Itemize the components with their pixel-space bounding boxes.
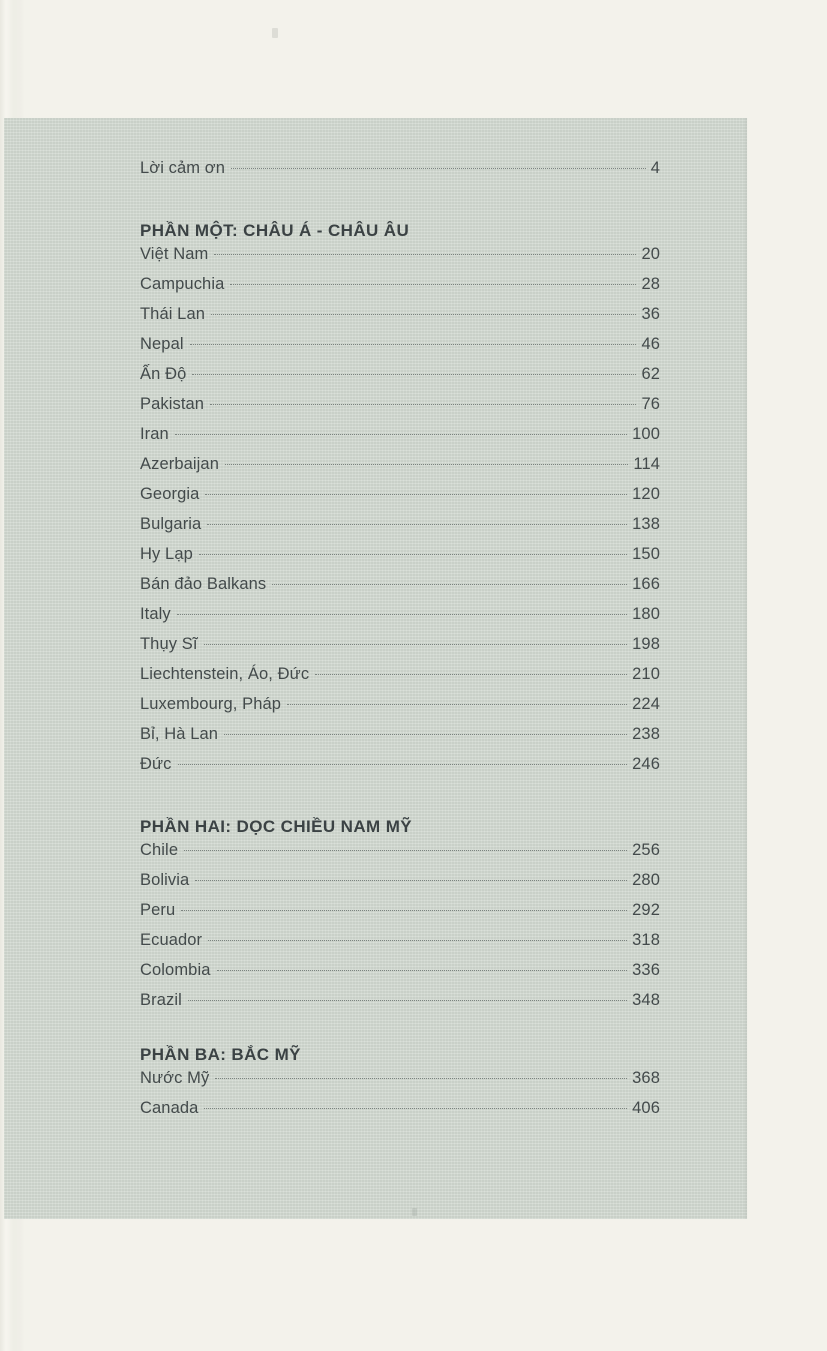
toc-entry[interactable] [140, 426, 660, 456]
toc-entry[interactable] [140, 636, 660, 666]
toc-entry[interactable] [140, 1100, 660, 1130]
toc-leader-dots [272, 584, 627, 585]
toc-leader-dots [204, 1108, 627, 1109]
toc-section-heading: PHẦN MỘT: CHÂU Á - CHÂU ÂU [140, 221, 410, 240]
toc-entry-label: Thụy Sĩ [140, 635, 198, 653]
toc-entry-label: Azerbaijan [140, 455, 219, 473]
toc-leader-dots [199, 554, 627, 555]
toc-leader-dots [207, 524, 627, 525]
scan-artifact-top [272, 28, 278, 38]
spacer [140, 190, 660, 216]
toc-entry[interactable] [140, 962, 660, 992]
toc-entry-page: 28 [641, 275, 660, 293]
toc-entry-page: 280 [632, 871, 660, 889]
toc-entry-label: Iran [140, 425, 169, 443]
toc-entry[interactable] [140, 160, 660, 190]
toc-entry-page: 256 [632, 841, 660, 859]
toc-leader-dots [215, 1078, 627, 1079]
toc-entry[interactable] [140, 842, 660, 872]
toc-leader-dots [177, 614, 627, 615]
toc-entry[interactable] [140, 516, 660, 546]
toc-leader-dots [214, 254, 636, 255]
toc-section-heading: PHẦN HAI: DỌC CHIỀU NAM MỸ [140, 817, 413, 836]
toc-entry-page: 36 [641, 305, 660, 323]
toc-entry-page: 210 [632, 665, 660, 683]
toc-entry-page: 348 [632, 991, 660, 1009]
toc-leader-dots [224, 734, 627, 735]
toc-entry-label: Colombia [140, 961, 211, 979]
table-of-contents [140, 160, 660, 1130]
toc-entry-label: Bulgaria [140, 515, 202, 533]
toc-leader-dots [190, 344, 637, 345]
toc-entry-page: 292 [632, 901, 660, 919]
toc-entry[interactable] [140, 756, 660, 786]
toc-entry-label: Hy Lạp [140, 545, 193, 563]
toc-leader-dots [315, 674, 627, 675]
toc-entry-page: 100 [632, 425, 660, 443]
toc-leader-dots [230, 284, 636, 285]
toc-entry-label: Lời cảm ơn [140, 159, 225, 177]
toc-entry-page: 224 [632, 695, 660, 713]
toc-entry-page: 318 [632, 931, 660, 949]
toc-leader-dots [217, 970, 628, 971]
toc-entry-page: 120 [632, 485, 660, 503]
toc-entry-label: Canada [140, 1099, 199, 1117]
toc-entry-page: 114 [633, 455, 660, 473]
toc-entry[interactable] [140, 396, 660, 426]
toc-entry-page: 150 [632, 545, 660, 563]
toc-entry[interactable] [140, 336, 660, 366]
toc-entry-label: Luxembourg, Pháp [140, 695, 282, 713]
toc-entry[interactable] [140, 366, 660, 396]
toc-leader-dots [195, 880, 627, 881]
toc-entry[interactable] [140, 726, 660, 756]
toc-entry-label: Đức [140, 755, 172, 773]
toc-entry-label: Bolivia [140, 871, 190, 889]
toc-entry[interactable] [140, 932, 660, 962]
toc-entry[interactable] [140, 546, 660, 576]
toc-entry-page: 368 [632, 1069, 660, 1087]
toc-entry-label: Georgia [140, 485, 200, 503]
toc-leader-dots [208, 940, 627, 941]
toc-entry-label: Brazil [140, 991, 182, 1009]
toc-entry-label: Chile [140, 841, 179, 859]
toc-leader-dots [175, 434, 627, 435]
toc-entry[interactable] [140, 666, 660, 696]
toc-entry-label: Bỉ, Hà Lan [140, 725, 219, 743]
toc-entry[interactable] [140, 872, 660, 902]
toc-entry-label: Bán đảo Balkans [140, 575, 267, 593]
toc-entry-label: Liechtenstein, Áo, Đức [140, 665, 310, 683]
toc-entry-page: 166 [632, 575, 660, 593]
toc-entry-page: 76 [641, 395, 660, 413]
toc-entry-page: 180 [632, 605, 660, 623]
toc-entry-page: 198 [632, 635, 660, 653]
toc-entry[interactable] [140, 696, 660, 726]
toc-entry-page: 336 [632, 961, 660, 979]
toc-entry-label: Peru [140, 901, 176, 919]
toc-leader-dots [287, 704, 627, 705]
toc-leader-dots [225, 464, 628, 465]
toc-entry-label: Việt Nam [140, 245, 209, 263]
toc-leader-dots [210, 404, 636, 405]
toc-entry[interactable] [140, 306, 660, 336]
toc-leader-dots [192, 374, 636, 375]
toc-leader-dots [178, 764, 628, 765]
toc-entry[interactable] [140, 992, 660, 1022]
toc-entry-page: 406 [632, 1099, 660, 1117]
toc-entry-page: 4 [650, 159, 660, 177]
toc-entry-label: Ecuador [140, 931, 203, 949]
toc-entry-page: 46 [641, 335, 660, 353]
spacer [140, 786, 660, 812]
toc-entry-page: 138 [632, 515, 660, 533]
toc-entry-label: Thái Lan [140, 305, 206, 323]
toc-entry[interactable] [140, 1070, 660, 1100]
toc-entry-label: Nước Mỹ [140, 1069, 210, 1087]
toc-entry-page: 246 [632, 755, 660, 773]
toc-leader-dots [184, 850, 627, 851]
toc-entry-page: 62 [641, 365, 660, 383]
toc-entry[interactable] [140, 576, 660, 606]
toc-entry[interactable] [140, 456, 660, 486]
toc-section-heading: PHẦN BA: BẮC MỸ [140, 1045, 301, 1064]
toc-leader-dots [231, 168, 646, 169]
toc-entry-label: Ấn Độ [140, 365, 187, 383]
toc-entry[interactable] [140, 606, 660, 636]
toc-leader-dots [204, 644, 628, 645]
toc-entry[interactable] [140, 276, 660, 306]
toc-leader-dots [211, 314, 636, 315]
toc-entry-page: 238 [632, 725, 660, 743]
toc-entry-label: Nepal [140, 335, 184, 353]
scan-artifact-bottom [412, 1208, 417, 1216]
toc-entry-label: Pakistan [140, 395, 205, 413]
toc-entry-label: Italy [140, 605, 171, 623]
toc-leader-dots [205, 494, 627, 495]
toc-entry[interactable] [140, 246, 660, 276]
toc-leader-dots [188, 1000, 627, 1001]
toc-entry-label: Campuchia [140, 275, 225, 293]
toc-entry-page: 20 [641, 245, 660, 263]
spacer [140, 1022, 660, 1040]
toc-entry[interactable] [140, 486, 660, 516]
toc-entry[interactable] [140, 902, 660, 932]
toc-leader-dots [181, 910, 627, 911]
